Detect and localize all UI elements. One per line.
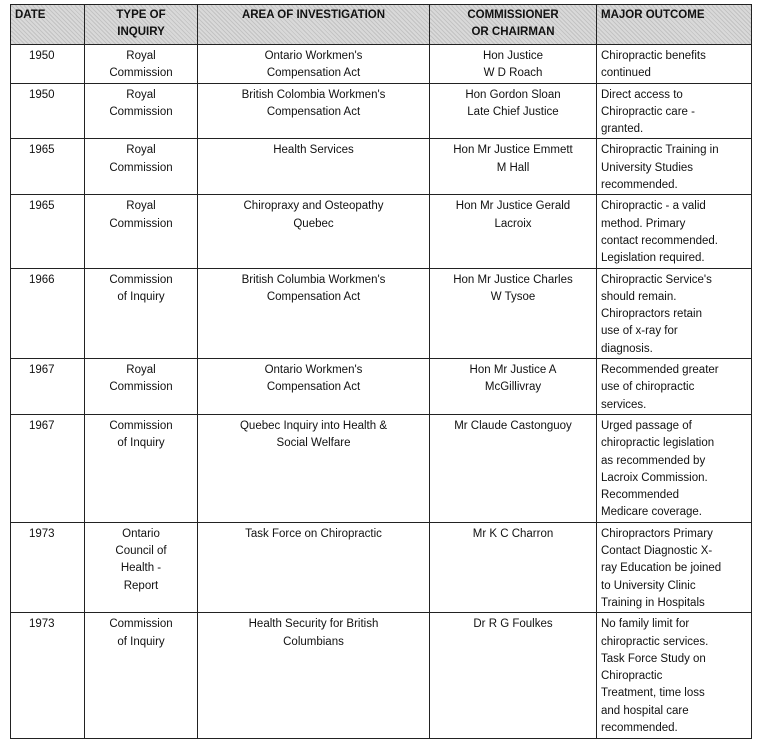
commissioner-cell [430,83,597,139]
area-of-investigation-cell [198,83,430,139]
major-outcome-cell-line: method. Primary [601,217,686,230]
header-date-line: DATE [15,9,46,21]
major-outcome-cell [597,195,752,268]
major-outcome-cell-line: chiropractic services. [601,635,709,648]
type-of-inquiry-cell [85,522,198,612]
table-row [11,522,752,612]
header-major-outcome-line: MAJOR OUTCOME [601,9,705,21]
table-row [11,268,752,358]
header-commissioner-line: OR CHAIRMAN [471,26,555,38]
major-outcome-cell-line: Chiropractic [601,670,663,683]
type-of-inquiry-cell-line: Commission [109,381,173,394]
type-of-inquiry-cell-line: Ontario [122,527,160,540]
commissioner-cell [430,139,597,195]
type-of-inquiry-cell-line: Council of [115,545,167,558]
header-area-of-investigation [198,5,430,45]
type-of-inquiry-cell [85,414,198,522]
commissioner-cell [430,268,597,358]
area-of-investigation-cell-line: Task Force on Chiropractic [245,527,382,540]
type-of-inquiry-cell [85,195,198,268]
commissioner-cell-line: Mr K C Charron [472,527,554,540]
date-cell: 1965 [11,195,85,268]
area-of-investigation-cell [198,268,430,358]
commissioner-cell-line: W D Roach [483,67,543,80]
type-of-inquiry-cell-line: Royal [126,200,156,213]
type-of-inquiry-cell [85,268,198,358]
type-of-inquiry-cell-line: Commission [109,105,173,118]
inquiry-table-document [10,4,751,734]
area-of-investigation-cell [198,359,430,415]
major-outcome-cell-line: Training in Hospitals [601,596,705,609]
type-of-inquiry-cell-line: Royal [126,50,156,62]
area-of-investigation-cell-line: Compensation Act [266,105,361,118]
major-outcome-cell-line: Chiropractors Primary [601,527,713,540]
date-cell: 1967 [11,359,85,415]
major-outcome-cell-line: Chiropractic Service's [601,273,712,286]
commissioner-cell [430,414,597,522]
area-of-investigation-cell-line: Health Services [273,144,354,157]
area-of-investigation-cell-line: British Columbia Workmen's [241,273,386,286]
major-outcome-cell-line: ray Education be joined [601,562,722,575]
type-of-inquiry-cell-line: of Inquiry [117,635,165,648]
area-of-investigation-cell-line: British Colombia Workmen's [241,88,386,101]
header-area-of-investigation-line: AREA OF INVESTIGATION [241,9,386,21]
area-of-investigation-cell-line: Quebec [293,217,334,230]
table-row [11,414,752,522]
area-of-investigation-cell [198,414,430,522]
type-of-inquiry-cell-line: Report [123,579,159,592]
major-outcome-cell-line: contact recommended. [601,234,718,247]
type-of-inquiry-cell-line: Commission [109,419,173,432]
header-type-of-inquiry [85,5,198,45]
major-outcome-cell-line: as recommended by [601,454,706,467]
type-of-inquiry-cell-line: Commission [109,618,173,631]
commissioner-cell [430,613,597,739]
area-of-investigation-cell-line: Chiropraxy and Osteopathy [243,200,384,213]
date-cell: 1973 [11,613,85,739]
commissioner-cell-line: Lacroix [494,217,532,230]
major-outcome-cell-line: Chiropractic Training in [601,144,719,157]
area-of-investigation-cell-line: Social Welfare [276,437,351,450]
type-of-inquiry-cell [85,139,198,195]
type-of-inquiry-cell-line: Royal [126,144,156,157]
major-outcome-cell-line: Contact Diagnostic X- [601,545,713,558]
area-of-investigation-cell-line: Ontario Workmen's [264,364,363,377]
area-of-investigation-cell-line: Compensation Act [266,67,361,80]
table-row [11,195,752,268]
major-outcome-cell-line: and hospital care [601,704,689,717]
type-of-inquiry-cell-line: Commission [109,217,173,230]
commissioner-cell-line: Hon Mr Justice A [469,364,557,377]
type-of-inquiry-cell-line: Commission [109,273,173,286]
major-outcome-cell [597,522,752,612]
commissioner-cell-line: Late Chief Justice [467,105,559,118]
area-of-investigation-cell-line: Compensation Act [266,381,361,394]
major-outcome-cell-line: Legislation required. [601,252,705,265]
major-outcome-cell-line: Direct access to [601,88,683,101]
table-row [11,83,752,139]
commissioner-cell-line: Hon Mr Justice Charles [453,273,573,286]
area-of-investigation-cell-line: Columbians [283,635,344,648]
major-outcome-cell [597,613,752,739]
major-outcome-cell-line: Urged passage of [601,419,692,432]
date-cell: 1973 [11,522,85,612]
commissioner-cell-line: Hon Mr Justice Gerald [455,200,571,213]
type-of-inquiry-cell-line: Commission [109,161,173,174]
area-of-investigation-cell-line: Ontario Workmen's [264,50,363,62]
commissioner-cell-line: McGillivray [484,381,542,394]
area-of-investigation-cell [198,613,430,739]
area-of-investigation-cell [198,195,430,268]
major-outcome-cell-line: Chiropractic benefits [601,50,706,62]
major-outcome-cell [597,45,752,84]
type-of-inquiry-cell-line: Health - [120,562,162,575]
header-type-of-inquiry-line: TYPE OF [116,9,166,21]
major-outcome-cell [597,359,752,415]
type-of-inquiry-cell-line: of Inquiry [117,437,165,450]
major-outcome-cell-line: diagnosis. [601,342,653,355]
commissioner-cell [430,195,597,268]
major-outcome-cell-line: use of x-ray for [601,325,678,338]
major-outcome-cell-line: Lacroix Commission. [601,471,708,484]
commissioner-cell-line: M Hall [496,161,530,174]
type-of-inquiry-cell-line: Commission [109,67,173,80]
table-row [11,45,752,84]
major-outcome-cell [597,414,752,522]
table-body [11,45,752,739]
commissioner-cell [430,522,597,612]
major-outcome-cell-line: Chiropractic care - [601,105,695,118]
major-outcome-cell-line: use of chiropractic [601,381,695,394]
header-commissioner-line: COMMISSIONER [467,9,559,21]
major-outcome-cell-line: University Studies [601,161,694,174]
table-row [11,613,752,739]
type-of-inquiry-cell-line: Royal [126,88,156,101]
commissioner-cell-line: Hon Justice [482,50,544,62]
commissioner-cell-line: Hon Gordon Sloan [465,88,561,101]
commissioner-cell-line: Dr R G Foulkes [473,618,553,631]
major-outcome-cell-line: recommended. [601,179,678,192]
commissioner-cell-line: W Tysoe [490,290,536,303]
major-outcome-cell-line: Chiropractors retain [601,308,702,321]
commissioner-cell-line: Hon Mr Justice Emmett [453,144,573,157]
major-outcome-cell-line: Recommended greater [601,364,719,377]
major-outcome-cell-line: No family limit for [601,618,690,631]
table-row [11,139,752,195]
area-of-investigation-cell-line: Compensation Act [266,290,361,303]
major-outcome-cell-line: Recommended [601,489,679,502]
commissioner-cell-line: Mr Claude Castonguoy [454,419,572,432]
major-outcome-cell-line: granted. [601,123,644,136]
commissioner-cell [430,359,597,415]
major-outcome-cell [597,83,752,139]
major-outcome-cell-line: to University Clinic [601,579,696,592]
major-outcome-cell-line: Chiropractic - a valid [601,200,706,213]
header-date [11,5,85,45]
area-of-investigation-cell-line: Quebec Inquiry into Health & [239,419,388,432]
major-outcome-cell-line: recommended. [601,721,678,734]
major-outcome-cell-line: services. [601,398,647,411]
major-outcome-cell [597,268,752,358]
major-outcome-cell-line: chiropractic legislation [601,437,715,450]
header-major-outcome [597,5,752,45]
area-of-investigation-cell [198,522,430,612]
major-outcome-cell-line: continued [601,67,651,80]
date-cell: 1950 [11,45,85,84]
type-of-inquiry-cell-line: Royal [126,364,156,377]
inquiry-table [10,4,752,739]
major-outcome-cell-line: Task Force Study on [601,652,706,665]
type-of-inquiry-cell [85,83,198,139]
type-of-inquiry-cell-line: of Inquiry [117,290,165,303]
major-outcome-cell-line: Medicare coverage. [601,506,702,519]
major-outcome-cell-line: Treatment, time loss [601,687,705,700]
major-outcome-cell-line: should remain. [601,290,677,303]
area-of-investigation-cell [198,45,430,84]
area-of-investigation-cell-line: Health Security for British [248,618,379,631]
header-commissioner [430,5,597,45]
table-row [11,359,752,415]
header-row [11,5,752,45]
date-cell: 1950 [11,83,85,139]
type-of-inquiry-cell [85,359,198,415]
date-cell: 1966 [11,268,85,358]
header-type-of-inquiry-line: INQUIRY [117,26,165,38]
date-cell: 1965 [11,139,85,195]
type-of-inquiry-cell [85,613,198,739]
area-of-investigation-cell [198,139,430,195]
commissioner-cell [430,45,597,84]
type-of-inquiry-cell [85,45,198,84]
major-outcome-cell [597,139,752,195]
date-cell: 1967 [11,414,85,522]
